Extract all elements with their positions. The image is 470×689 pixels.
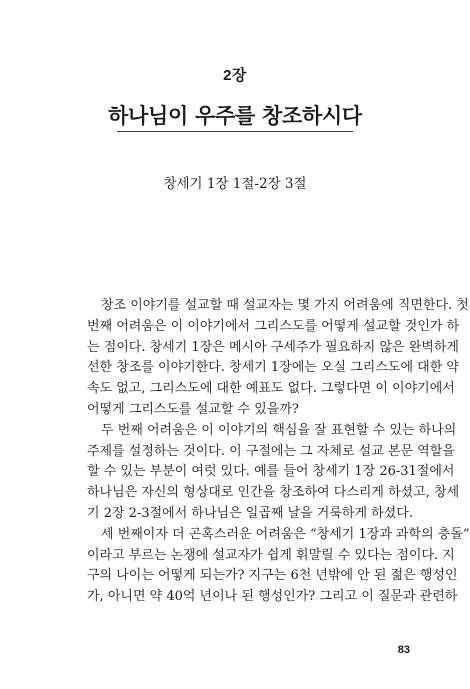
body-text bbox=[87, 296, 470, 608]
chapter-title: 하나님이 우주를 창조하시다 bbox=[108, 104, 362, 128]
body-line: 하나님은 자신의 형상대로 인간을 창조하여 다스리게 하셨고, 창세 bbox=[87, 485, 460, 501]
page-number: 83 bbox=[397, 644, 410, 656]
body-line: 선한 창조를 이야기한다. 창세기 1장에는 오실 그리스도에 대한 약 bbox=[87, 360, 459, 376]
scripture-reference: 창세기 1장 1절-2장 3절 bbox=[163, 176, 307, 192]
body-line: 구의 나이는 어떻게 되는가? 지구는 6천 년밖에 안 된 젊은 행성인 bbox=[87, 568, 458, 584]
body-line: 두 번째 어려움은 이 이야기의 핵심을 잘 표현할 수 있는 하나의 bbox=[101, 422, 457, 438]
title-underline-rule bbox=[117, 131, 353, 132]
body-line: 속도 없고, 그리스도에 대한 예표도 없다. 그렇다면 이 이야기에서 bbox=[87, 381, 455, 397]
body-line: 는 점이다. 창세기 1장은 메시아 구세주가 필요하지 않은 완벽하게 bbox=[87, 339, 459, 355]
chapter-number: 2장 bbox=[223, 67, 247, 84]
body-line: 번째 어려움은 이 이야기에서 그리스도를 어떻게 설교할 것인가 하 bbox=[87, 318, 460, 334]
body-line: 주제를 설정하는 것이다. 이 구절에는 그 자체로 설교 본문 역할을 bbox=[87, 443, 455, 459]
body-line: 어떻게 그리스도를 설교할 수 있을까? bbox=[87, 401, 299, 417]
body-line: 이라고 부르는 논쟁에 설교자가 쉽게 휘말릴 수 있다는 점이다. 지 bbox=[87, 547, 455, 563]
body-line: 기 2장 2-3절에서 하나님은 일곱째 날을 거룩하게 하셨다. bbox=[87, 505, 413, 521]
body-line: 가, 아니면 약 40억 년이나 된 행성인가? 그리고 이 질문과 관련하 bbox=[87, 589, 458, 605]
body-line: 할 수 있는 부분이 여럿 있다. 예를 들어 창세기 1장 26-31절에서 bbox=[87, 464, 455, 480]
body-line: 세 번째이자 더 곤혹스러운 어려움은 “창세기 1장과 과학의 충돌” bbox=[101, 526, 470, 542]
body-line: 창조 이야기를 설교할 때 설교자는 몇 가지 어려움에 직면한다. 첫 bbox=[101, 298, 469, 313]
